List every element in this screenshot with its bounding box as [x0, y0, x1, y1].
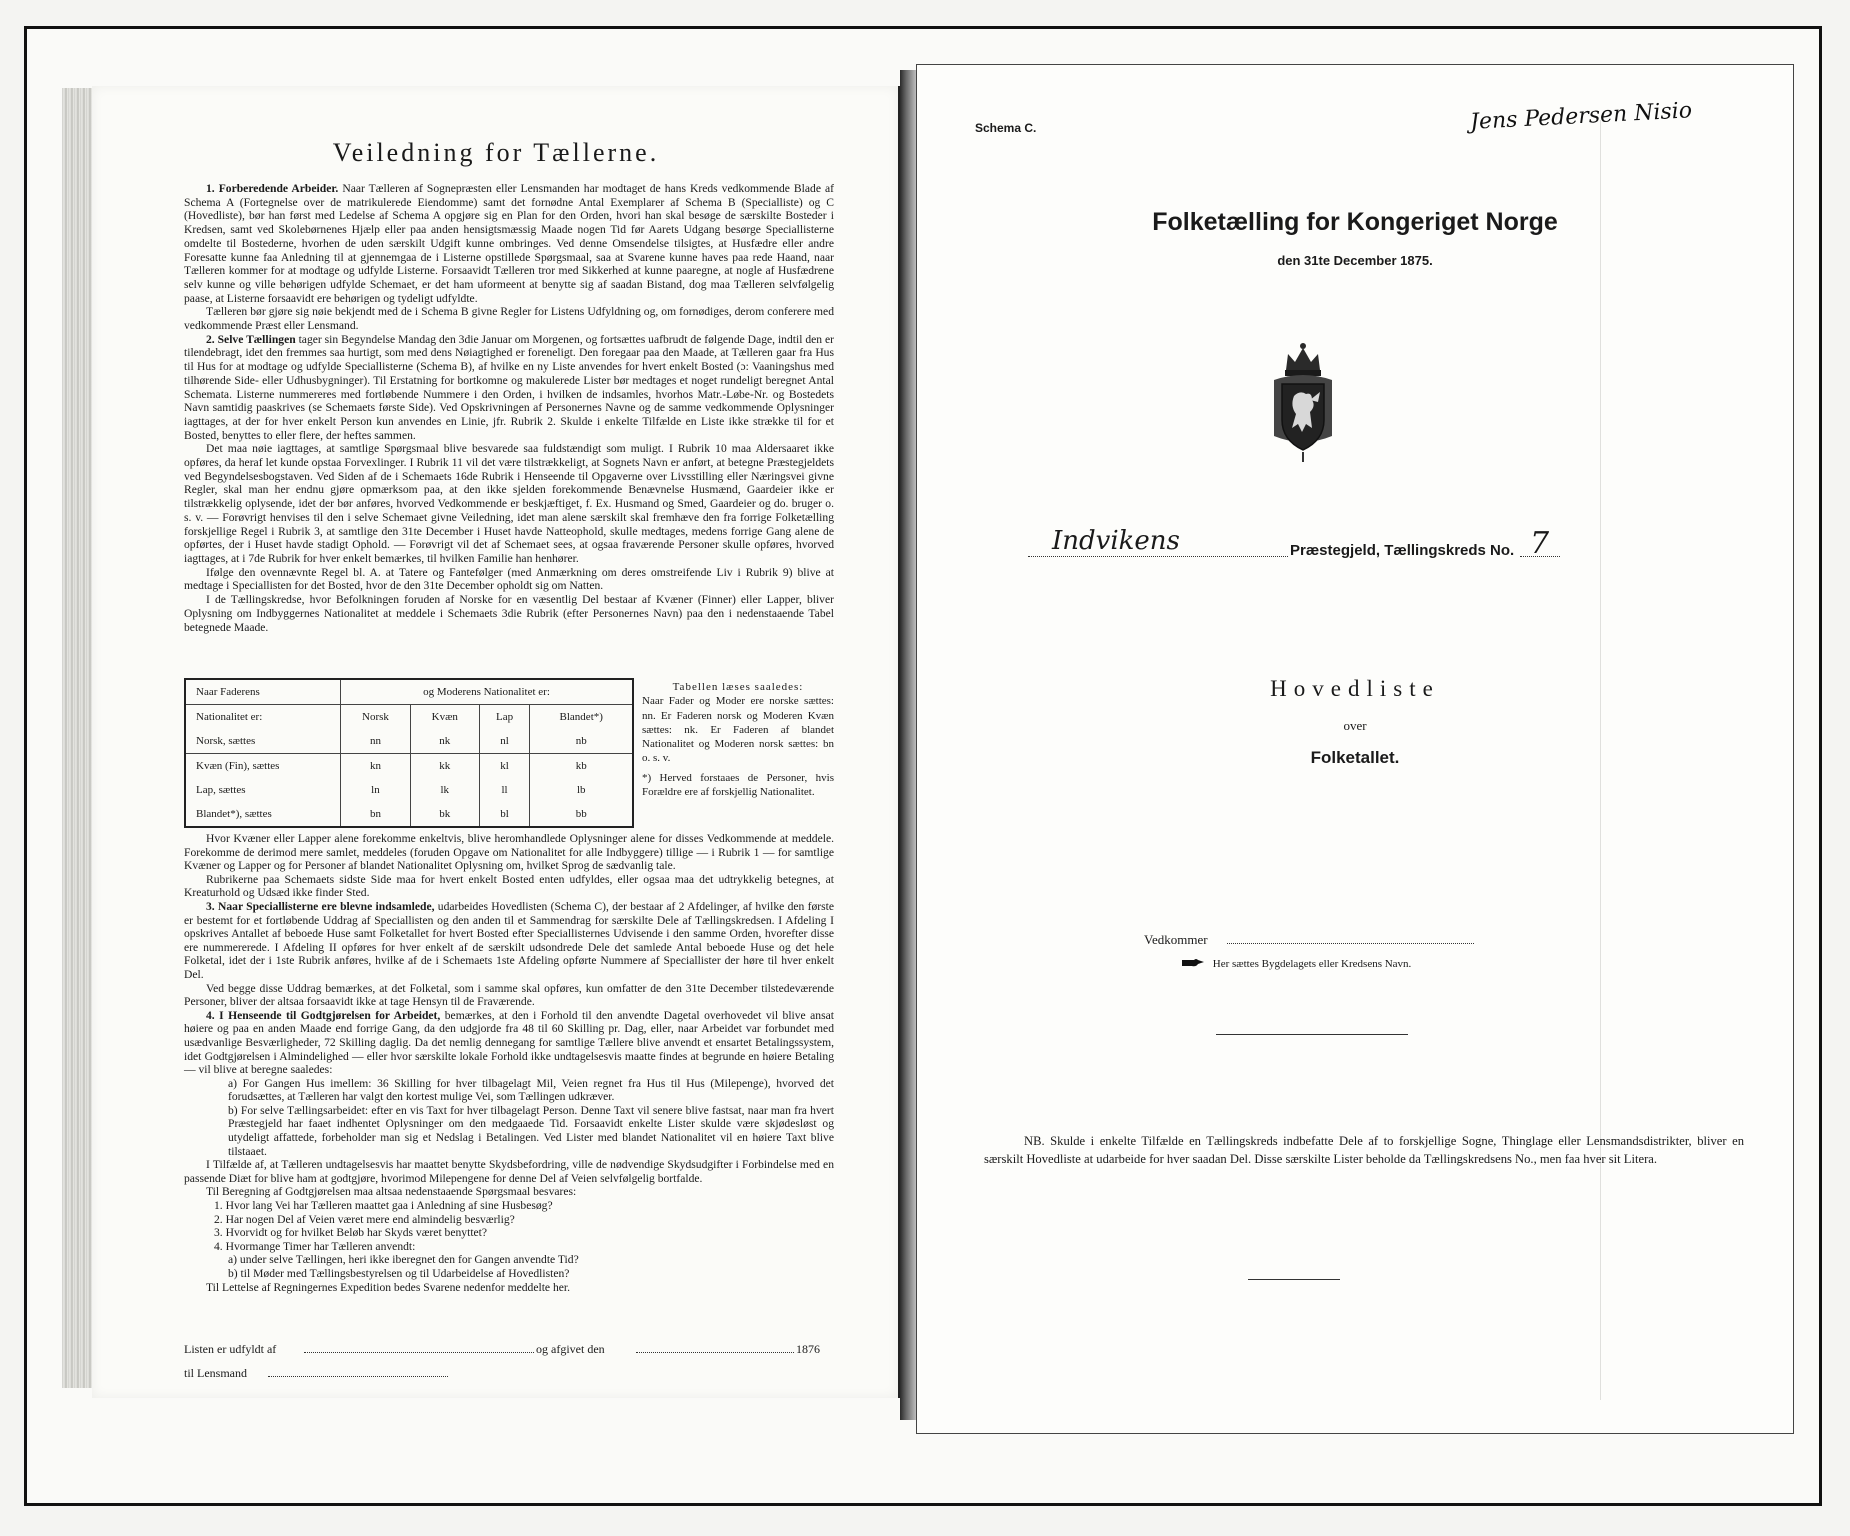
schema-label: Schema C.	[975, 121, 1037, 135]
nationality-table	[184, 678, 634, 828]
table-cell: kn	[341, 754, 411, 779]
table-cell: lb	[576, 784, 586, 796]
col-header: Lap	[479, 705, 530, 730]
table-cell: bk	[410, 802, 479, 827]
table-cell: kb	[575, 760, 587, 772]
parish-name-handwritten: Indvikens	[1052, 526, 1180, 556]
paragraph-text: Ifølge den ovennævnte Regel bl. A. at Tatere og Fantefølger (med Anmærkning om deres omstreifende Liv i Rubrik 9) blive at medtage i Speciallisten for det Bosted, hvor de den 31te December opholdt sig om Natten.	[184, 565, 834, 593]
paragraph-text: a) under selve Tællingen, heri ikke iberegnet den for Gangen anvendte Tid?	[228, 1253, 579, 1267]
instruction-paragraph	[184, 1267, 834, 1281]
row-label: Kvæn (Fin), sættes	[185, 754, 341, 779]
year-label: 1876	[796, 1342, 820, 1356]
vedkommer-note	[1182, 958, 1411, 971]
instructions-body	[184, 182, 834, 634]
table-header-mother: og Moderens Nationalitet er:	[341, 679, 634, 705]
binding-strip	[62, 88, 92, 1388]
table-cell: kk	[410, 754, 479, 779]
table-cell: ln	[341, 778, 411, 802]
paragraph-text: Rubrikerne paa Schemaets sidste Side maa for hvert enkelt Bosted enten udfyldes, eller ogsaa maa det udtrykkelig betegnes, at Kreaturhold og Udsæd ikke finder Sted.	[184, 872, 834, 900]
parish-row	[1028, 526, 1668, 566]
footer-row-filled-by	[184, 1338, 834, 1362]
over-text: over	[1343, 718, 1367, 733]
left-page-content	[92, 86, 900, 1398]
paragraph-text: Naar Tælleren af Sognepræsten eller Lensmanden har modtaget de hans Kreds vedkommende Blade af Schema A (Fortegnelse over de matrikulerede Eiendomme) samt det fornødne Antal Exemplarer af Schema B (Specialliste) og C (Hovedliste), bør han først med Ledelse af Schema A opgjøre sig en Plan for den Orden, hvori han skal besøge de særskilte Bosteder i Kredsen, samt ved Skolebørnenes Hjælp eller paa anden hensigtsmæssig Maade nogen Tid før Aarets Udgang besørge Speciallisterne omdelte til Bostederne, hvorhen de uden særskilt Udgift kunne ombringes. Ved denne Omsendelse tilsigtes, at Husfædre eller andre Foresatte kunne faa Anledning til at gjennemgaa de i Listerne opstillede Spørgsmaal, saa at Svarene kunne haves paa rede Haand, naar Tælleren kommer for at modtage og udfylde Listerne. Forsaavidt Tælleren tror med Sikkerhed at kunne paaregne, at nogle af Husfædrene selv kunne og ville behørigen udfylde Schemaet, er det ham uformeent at benytte sig af saadan Bistand, dog maa Tælleren selvfølgelig paase, at Listerne forsaavidt ere behørigen og tydeligt udfyldte.	[184, 182, 834, 305]
paragraph-text: 4. Hvormange Timer har Tælleren anvendt:	[214, 1239, 416, 1253]
instruction-paragraph	[184, 873, 834, 900]
table-cell: bn	[341, 802, 411, 827]
table-cell: kl	[479, 754, 530, 779]
table-cell: nl	[479, 729, 530, 754]
table-cell: nn	[341, 729, 411, 754]
instruction-paragraph	[184, 333, 834, 443]
instructions-footer	[184, 1338, 834, 1386]
instruction-paragraph	[184, 566, 834, 593]
paragraph-heading: 4. I Henseende til Godtgjørelsen for Arbeidet,	[206, 1008, 441, 1022]
instruction-paragraph	[184, 1281, 834, 1295]
paragraph-text: b) til Møder med Tællingsbestyrelsen og til Udarbeidelse af Hovedlisten?	[228, 1267, 570, 1280]
table-cell: ll	[479, 778, 530, 802]
paragraph-text: 2. Har nogen Del af Veien været mere end almindelig besværlig?	[214, 1212, 515, 1226]
paragraph-text: I Tilfælde af, at Tælleren undtagelsesvis har maattet benytte Skydsbefordring, ville de nødvendige Skydsudgifter i Forbindelse med en passende Diæt for blive ham at godtgjøre, hvorimod Milepengene for denne Del af Veien selvfølgelig bortfalde.	[184, 1158, 834, 1185]
hovedliste-heading: Hovedliste	[1270, 676, 1440, 701]
paragraph-text: Ved begge disse Uddrag bemærkes, at det Folketal, som i samme skal opføres, kun omfatter de den 31te December tilstedeværende Personer, bliver der altsaa forsaavidt ikke at tage Hensyn til de Fraværende.	[184, 981, 834, 1009]
legend-title: Tabellen læses saaledes:	[672, 681, 804, 693]
nationality-table-block	[184, 678, 834, 828]
delivered-date-line[interactable]	[636, 1342, 794, 1353]
instructions-body-continued	[184, 832, 834, 1294]
nb-text: NB. Skulde i enkelte Tilfælde en Tællingskreds indbefatte Dele af to forskjellige Sogne, Thinglage eller Lensmandsdistrikter, bliver en særskilt Hovedliste at udarbeide for hver saadan Del. Disse særskilte Lister beholde da Tællingskredsens No., men faa hver sit Litera.	[984, 1134, 1744, 1166]
table-row	[185, 802, 633, 827]
instruction-paragraph	[184, 1158, 834, 1185]
instruction-paragraph	[184, 900, 834, 982]
filled-by-label: Listen er udfyldt af	[184, 1342, 277, 1356]
parish-name-line[interactable]	[1028, 556, 1288, 557]
census-date: den 31te December 1875.	[1277, 253, 1433, 268]
paragraph-text: bemærkes, at den i Forhold til den anvendte Dagetal overhovedet vil blive ansat høiere og paa en anden Maade end forrige Gang, da den udgjorde fra 48 til 60 Skilling pr. Dag, eller, naar Arbeidet var forbundet med usædvanlige Besværligheder, 72 Skilling daglig. Da det nemlig dennegang for samtlige Tællere blive anvendt et ensartet Betalingssystem, idet Godtgjørelsen i Almindelighed — eller hvor særskilte lokale Forhold ikke undtagelsesvis maatte findes at begrunde en høiere Betaling — vil blive at beregne saaledes:	[184, 1008, 834, 1077]
instruction-paragraph	[184, 1199, 834, 1213]
paragraph-text: 3. Hvorvidt og for hvilket Beløb har Skyds været benyttet?	[214, 1226, 488, 1240]
paragraph-heading: 2. Selve Tællingen	[206, 332, 296, 346]
kreds-number-line[interactable]	[1520, 556, 1560, 557]
paragraph-text: I de Tællingskredse, hvor Befolkningen foruden af Norske for en væsentlig Del bestaar af Kvæner (Finner) eller Lapper, bliver Oplysning om Indbyggernes Nationalitet at meddele i Schemaets 3die Rubrik (efter Personernes Navn) paa den i nedenstaaende Tabel betegnede Maade.	[184, 593, 834, 634]
paragraph-text: 1. Hvor lang Vei har Tælleren maattet gaa i Anledning af sine Husbesøg?	[214, 1199, 553, 1213]
paragraph-heading: 3. Naar Speciallisterne ere blevne indsamlede,	[206, 899, 435, 913]
paragraph-text: udarbeides Hovedlisten (Schema C), der bestaar af 2 Afdelinger, af hvilke den første er bestemt for et fortløbende Uddrag af Speciallisten og den anden til et Sammendrag for særskilte Dele af Tællingskredsen. I Afdeling I opskrives Antallet af beboede Huse samt Folketallet for hvert Bosted efter Speciallisternes Udvisende i den samme Orden, hvorefter disse ere nummererede. I Afdeling II opføres for hver enkelt af de særskilt udsondrede Dele det samlede Antal beboede Huse og det hele Folketal, idet der i 1ste Rubrik anføres, hvilke af de i Schemaets 1ste Afdeling opførte Nummere af Speciallister der høre til hver enkelt Del.	[184, 899, 834, 981]
kreds-number-handwritten: 7	[1530, 526, 1550, 561]
handwritten-signature: Jens Pedersen Nisio	[1469, 98, 1693, 135]
vedkommer-line[interactable]	[1227, 943, 1474, 944]
table-row	[185, 778, 633, 802]
instruction-paragraph	[184, 305, 834, 332]
folketallet-heading: Folketallet.	[1310, 748, 1400, 767]
instruction-paragraph	[184, 832, 834, 873]
paragraph-text: Til Beregning af Godtgjørelsen maa altsaa nedenstaaende Spørgsmaal besvares:	[206, 1185, 577, 1199]
table-header-father-2: Nationalitet er:	[185, 705, 341, 730]
row-label: Blandet*), sættes	[185, 802, 341, 827]
table-cell: nb	[530, 729, 633, 754]
divider-rule	[1216, 1034, 1408, 1035]
instruction-paragraph	[184, 1185, 834, 1199]
instruction-paragraph	[184, 182, 834, 305]
lensmand-label: til Lensmand	[184, 1366, 247, 1380]
col-header: Blandet*)	[559, 711, 603, 723]
nb-note	[984, 1132, 1744, 1168]
legend-footnote: *) Herved forstaaes de Personer, hvis Forældre ere af forskjellig Nationalitet.	[642, 771, 834, 799]
col-header: Norsk	[341, 705, 411, 730]
delivered-label: og afgivet den	[536, 1342, 605, 1356]
lensmand-line[interactable]	[268, 1366, 448, 1377]
instruction-paragraph	[184, 1009, 834, 1077]
table-header-father: Naar Faderens	[185, 679, 341, 705]
paragraph-text: a) For Gangen Hus imellem: 36 Skilling for hver tilbagelagt Mil, Veien regnet fra Hus til Hus (Milepenge), hvorved det forudsættes, at Tælleren har valgt den kortest mulige Vei, som Tællingen udkræver.	[228, 1076, 834, 1104]
table-cell: bl	[479, 802, 530, 827]
row-label: Lap, sættes	[185, 778, 341, 802]
vedkommer-label: Vedkommer	[1144, 932, 1208, 947]
table-row	[185, 754, 633, 779]
table-column-headers	[185, 705, 633, 730]
paragraph-heading: 1. Forberedende Arbeider.	[206, 182, 339, 195]
col-header: Kvæn	[410, 705, 479, 730]
instruction-paragraph	[184, 1077, 834, 1104]
table-cell: bb	[575, 808, 587, 820]
instruction-paragraph	[184, 1104, 834, 1158]
instruction-paragraph	[184, 1213, 834, 1227]
paragraph-text: Til Lettelse af Regningernes Expedition bedes Svarene nedenfor meddelte her.	[206, 1280, 571, 1294]
footer-row-lensmand	[184, 1362, 834, 1386]
table-legend	[642, 680, 834, 799]
table-row	[185, 729, 633, 754]
legend-text: Naar Fader og Moder ere norske sættes: nn. Er Faderen norsk og Moderen Kvæn sættes: nk. Er Faderen af blandet Nationalitet og Moderen norsk sættes: bn o. s. v.	[642, 695, 834, 765]
instruction-paragraph	[184, 982, 834, 1009]
end-rule	[1248, 1279, 1340, 1280]
book-gutter	[900, 70, 916, 1420]
paragraph-text: b) For selve Tællingsarbeidet: efter en vis Taxt for hver tilbagelagt Person. Denne Taxt vil senere blive fastsat, naar man fra hvert Præstegjeld har faaet indhentet Oplysninger om den medgaaede Tid. Forsaavidt enkelte Lister skulde være skjødesløst og utydeligt affattede, forbeholder man sig et Nedslag i Betalingen. Ved Lister med blandet Nationalitet vil en høiere Taxt blive tilstaaet.	[228, 1103, 834, 1158]
instruction-paragraph	[184, 1240, 834, 1254]
paragraph-text: Tælleren bør gjøre sig nøie bekjendt med de i Schema B givne Regler for Listens Udfyldning og, om fornødiges, derom conferere med vedkommende Præst eller Lensmand.	[184, 305, 834, 333]
census-title: Folketælling for Kongeriget Norge	[1152, 208, 1558, 236]
paragraph-text: Hvor Kvæner eller Lapper alene forekomme enkeltvis, blive heromhandlede Oplysninger alene for disses Vedkommende at meddele. Forekomme de derimod mere samlet, meddeles (foruden Opgave om Nationalitet for alle Indbyggere) tillige — i Rubrik 1 — for samtlige Kvæner og Lapper og for Personer af blandet Nationalitet Oplysning om, hvilket Sprog de sædvanlig tale.	[184, 832, 834, 873]
instruction-paragraph	[184, 593, 834, 634]
pointing-hand-icon	[1182, 958, 1204, 971]
paragraph-text: tager sin Begyndelse Mandag den 3die Januar om Morgenen, og fortsættes uafbrudt de følgende Dage, indtil den er tilendebragt, idet den fremmes saa hurtigt, som med dens Nøiagtighed er foreneligt. Den foregaar paa den Maade, at Tælleren gaar fra Hus til Hus for at modtage og udfylde Speciallisterne (Schema B), af hvilke en ny Liste anvendes for hvert enkelt Bosted (ɔ: Vaaningshus med tilhørende Side- eller Udhusbygninger). Til Erstatning for bortkomne og makulerede Lister bør medtages et noget rundeligt beregnet Antal Schemata. Listerne nummereres med fortløbende Nummere i den Orden, i hvilken de indsamles, hvorhos Matr.-Løbe-Nr. og Bostedets Navn samtidig paaskrives (se Schemaets første Side). Ved Opskrivningen af Personernes Navne og de samme vedkommende Oplysninger iagttages, at der for hver enkelt Person kun anvendes en Linie, jfr. Rubrik 2. Skulde i enkelte Tilfælde en Liste ikke strække til for et Bosted, benyttes to eller flere, der heftes sammen.	[184, 332, 834, 442]
table-cell: nk	[410, 729, 479, 754]
parish-label: Præstegjeld, Tællingskreds No.	[1290, 542, 1515, 559]
norway-coat-of-arms-icon	[1266, 340, 1340, 464]
instruction-paragraph	[184, 1226, 834, 1240]
instructions-title: Veiledning for Tællerne.	[332, 138, 660, 167]
row-label: Norsk, sættes	[185, 729, 341, 754]
table-cell: lk	[410, 778, 479, 802]
vedkommer-note-text: Her sættes Bygdelagets eller Kredsens Navn.	[1212, 958, 1412, 971]
paragraph-text: Det maa nøie iagttages, at samtlige Spørgsmaal blive besvarede saa fuldstændigt som muligt. I Rubrik 10 maa Aldersaaret ikke opføres, da heraf let kunde opstaa Forvexlinger. I Rubrik 11 vil det være tilstrækkeligt, at Sognets Navn er anført, at betegne Præstegjeldets ved Begyndelsesbogstaven. Ved Siden af de i Schemaets 16de Rubrik i Henseende til Opgaverne over Livsstilling eller Næringsvei givne Regler, skal man her endnu gjøre opmærksom paa, at den ikke sjelden forekommende Benævnelse Husmænd, Gaardeier ikke er tilstrækkelig oplysende, idet der bør anføres, hvorved Vedkommende er beskjæftiget, f. Ex. Husmand og Smed, Gaardeier og do. bruger o. s. v. — Forøvrigt henvises til den i selve Schemaet givne Veiledning, idet man alene særskilt skal fremhæve den fra forrige Folketælling forskjellige Regel i Rubrik 3, at samtlige den 31te December i Huset havde Natteophold, skulle medtages, medens forrige Gang alene de opførtes, der i Huset havde stadigt Ophold. — Forøvrigt vil det af Schemaet sees, at ogsaa fraværende Personer skulle opføres, hvorved iagttages, at i 7de Rubrik for hver enkelt bemærkes, til hvilken Familie han henhører.	[184, 442, 834, 565]
filled-by-line[interactable]	[304, 1342, 534, 1353]
instruction-paragraph	[184, 1253, 834, 1267]
instruction-paragraph	[184, 442, 834, 565]
